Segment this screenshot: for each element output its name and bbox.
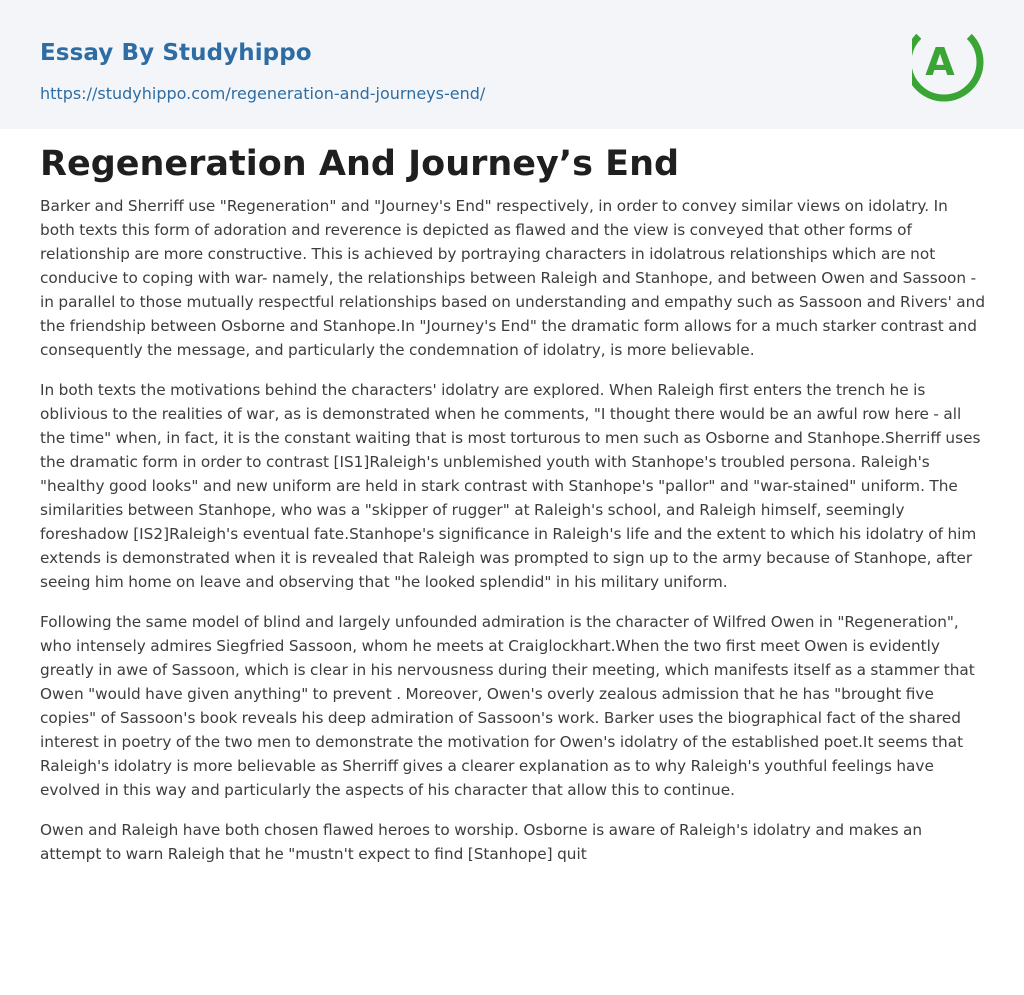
- article-body: [40, 194, 986, 882]
- site-header: [0, 0, 1024, 129]
- paragraph: Following the same model of blind and largely unfounded admiration is the character of Wilfred Owen in "Regeneration", who intensely admires Siegfried Sassoon, whom he meets at Craiglockhart.When the two first meet Owen is evidently greatly in awe of Sassoon, which is clear in his nervousness during their meeting, which manifests itself as a stammer that Owen "would have given anything" to prevent . Moreover, Owen's overly zealous admission that he has "brought five copies" of Sassoon's book reveals his deep admiration of Sassoon's work. Barker uses the biographical fact of the shared interest in poetry of the two men to demonstrate the motivation for Owen's idolatry of the established poet.It seems that Raleigh's idolatry is more believable as Sherriff gives a clearer explanation as to why Raleigh's youthful feelings have evolved in this way and particularly the aspects of his character that allow this to continue.: [40, 613, 975, 799]
- paragraph: Barker and Sherriff use "Regeneration" and "Journey's End" respectively, in order to convey similar views on idolatry. In both texts this form of adoration and reverence is depicted as flawed and the view is conveyed that other forms of relationship are more constructive. This is achieved by portraying characters in idolatrous relationships which are not conducive to coping with war- namely, the relationships between Raleigh and Stanhope, and between Owen and Sassoon - in parallel to those mutually respectful relationships based on understanding and empathy such as Sassoon and Rivers' and the friendship between Osborne and Stanhope.In "Journey's End" the dramatic form allows for a much starker contrast and consequently the message, and particularly the condemnation of idolatry, is more believable.: [40, 197, 986, 359]
- paragraph: In both texts the motivations behind the characters' idolatry are explored. When Raleigh first enters the trench he is oblivious to the realities of war, as is demonstrated when he comments, "I thought there would be an awful row here - all the time" when, in fact, it is the constant waiting that is most torturous to men such as Osborne and Stanhope.Sherriff uses the dramatic form in order to contrast [IS1]Raleigh's unblemished youth with Stanhope's troubled persona. Raleigh's "healthy good looks" and new uniform are held in stark contrast with Stanhope's "pallor" and "war-stained" uniform. The similarities between Stanhope, who was a "skipper of rugger" at Raleigh's school, and Raleigh himself, seemingly foreshadow [IS2]Raleigh's eventual fate.Stanhope's significance in Raleigh's life and the extent to which his idolatry of him extends is demonstrated when it is revealed that Raleigh was prompted to sign up to the army because of Stanhope, after seeing him home on leave and observing that "he looked splendid" in his military uniform.: [40, 381, 981, 591]
- site-brand[interactable]: Essay By Studyhippo: [40, 40, 312, 66]
- studyhippo-logo-icon[interactable]: [912, 20, 986, 106]
- paragraph: Owen and Raleigh have both chosen flawed heroes to worship. Osborne is aware of Raleigh's idolatry and makes an attempt to warn Raleigh that he "mustn't expect to find [Stanhope] quit: [40, 821, 923, 863]
- page-title: Regeneration And Journey’s End: [40, 144, 680, 184]
- article-url-link[interactable]: https://studyhippo.com/regeneration-and-journeys-end/: [40, 84, 486, 103]
- logo-letter: A: [925, 40, 955, 84]
